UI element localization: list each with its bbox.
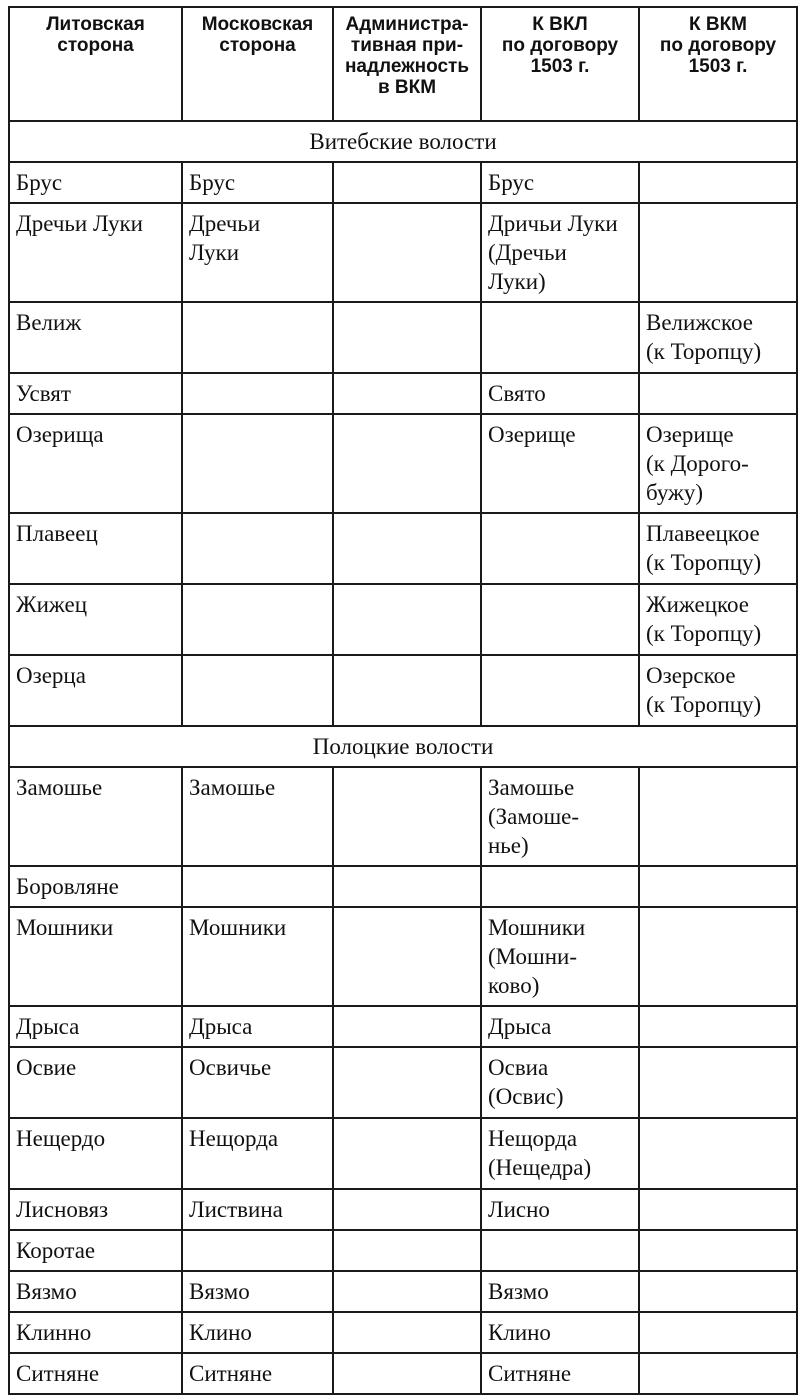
section-title: Полоцкие волости: [9, 726, 797, 767]
cell-moscow-side: [182, 866, 333, 907]
cell-moscow-side: [182, 1230, 333, 1271]
cell-lithuanian-side: Дрыса: [9, 1006, 182, 1047]
cell-moscow-side: Освичье: [182, 1047, 333, 1118]
table-row: [9, 1230, 797, 1271]
cell-to-vkl: [481, 866, 639, 907]
cell-moscow-side: Мошники: [182, 907, 333, 1006]
cell-to-vkm: [639, 1189, 797, 1230]
cell-administrative: [333, 866, 481, 907]
cell-moscow-side: [182, 584, 333, 655]
cell-moscow-side: Брус: [182, 162, 333, 203]
cell-administrative: [333, 1312, 481, 1353]
table-row: [9, 373, 797, 414]
cell-to-vkl: Нещорда (Нещедра): [481, 1118, 639, 1189]
cell-to-vkl: Ситняне: [481, 1353, 639, 1394]
cell-lithuanian-side: Лисновяз: [9, 1189, 182, 1230]
cell-to-vkm: [639, 1230, 797, 1271]
cell-to-vkm: [639, 373, 797, 414]
cell-to-vkm: [639, 1006, 797, 1047]
cell-administrative: [333, 1353, 481, 1394]
cell-to-vkl: [481, 584, 639, 655]
table-row: [9, 655, 797, 726]
cell-lithuanian-side: Мошники: [9, 907, 182, 1006]
cell-to-vkm: Озерище (к Дорого- бужу): [639, 414, 797, 513]
cell-to-vkm: [639, 203, 797, 302]
cell-administrative: [333, 584, 481, 655]
cell-administrative: [333, 203, 481, 302]
cell-administrative: [333, 1189, 481, 1230]
cell-to-vkm: [639, 1118, 797, 1189]
cell-to-vkl: Мошники (Мошни- ково): [481, 907, 639, 1006]
cell-to-vkm: Велижское (к Торопцу): [639, 302, 797, 373]
cell-lithuanian-side: Дречьи Луки: [9, 203, 182, 302]
cell-lithuanian-side: Велиж: [9, 302, 182, 373]
cell-administrative: [333, 302, 481, 373]
cell-to-vkl: Дрыса: [481, 1006, 639, 1047]
cell-to-vkl: [481, 1230, 639, 1271]
header-administrative-belonging: Администра- тивная при- надлежность в ВКМ: [333, 7, 481, 121]
cell-moscow-side: Замошье: [182, 767, 333, 866]
volost-table: [8, 6, 798, 1395]
cell-to-vkm: [639, 907, 797, 1006]
cell-lithuanian-side: Клинно: [9, 1312, 182, 1353]
cell-lithuanian-side: Ситняне: [9, 1353, 182, 1394]
table-body: [9, 121, 797, 1394]
header-lithuanian-side: Литовская сторона: [9, 7, 182, 121]
cell-lithuanian-side: Замошье: [9, 767, 182, 866]
cell-administrative: [333, 907, 481, 1006]
cell-to-vkl: [481, 655, 639, 726]
cell-to-vkl: Клино: [481, 1312, 639, 1353]
cell-lithuanian-side: Боровляне: [9, 866, 182, 907]
cell-to-vkl: Лисно: [481, 1189, 639, 1230]
table-row: [9, 907, 797, 1006]
cell-administrative: [333, 655, 481, 726]
cell-lithuanian-side: Усвят: [9, 373, 182, 414]
cell-to-vkl: Свято: [481, 373, 639, 414]
cell-moscow-side: Дречьи Луки: [182, 203, 333, 302]
table-row: [9, 767, 797, 866]
cell-to-vkl: Вязмо: [481, 1271, 639, 1312]
cell-to-vkm: [639, 1047, 797, 1118]
cell-to-vkl: [481, 513, 639, 584]
header-to-vkl-1503: К ВКЛ по договору 1503 г.: [481, 7, 639, 121]
cell-moscow-side: [182, 302, 333, 373]
cell-moscow-side: Нещорда: [182, 1118, 333, 1189]
section-row: [9, 121, 797, 162]
cell-administrative: [333, 162, 481, 203]
cell-to-vkm: [639, 162, 797, 203]
cell-administrative: [333, 513, 481, 584]
cell-to-vkl: Дричьи Луки (Дречьи Луки): [481, 203, 639, 302]
cell-lithuanian-side: Жижец: [9, 584, 182, 655]
cell-administrative: [333, 1118, 481, 1189]
cell-moscow-side: Дрыса: [182, 1006, 333, 1047]
table-header: [9, 7, 797, 121]
cell-lithuanian-side: Озерища: [9, 414, 182, 513]
cell-lithuanian-side: Нещердо: [9, 1118, 182, 1189]
table-row: [9, 203, 797, 302]
cell-moscow-side: Листвина: [182, 1189, 333, 1230]
cell-lithuanian-side: Вязмо: [9, 1271, 182, 1312]
section-title: Витебские волости: [9, 121, 797, 162]
table-row: [9, 584, 797, 655]
cell-to-vkl: Озерище: [481, 414, 639, 513]
table-row: [9, 302, 797, 373]
cell-lithuanian-side: Плавеец: [9, 513, 182, 584]
table-row: [9, 162, 797, 203]
cell-to-vkm: Плавеецкое (к Торопцу): [639, 513, 797, 584]
cell-moscow-side: Ситняне: [182, 1353, 333, 1394]
cell-administrative: [333, 414, 481, 513]
cell-administrative: [333, 1230, 481, 1271]
cell-lithuanian-side: Брус: [9, 162, 182, 203]
cell-to-vkl: Освиа (Освис): [481, 1047, 639, 1118]
cell-to-vkm: Жижецкое (к Торопцу): [639, 584, 797, 655]
cell-to-vkm: Озерское (к Торопцу): [639, 655, 797, 726]
table-row: [9, 1006, 797, 1047]
cell-administrative: [333, 1006, 481, 1047]
cell-moscow-side: [182, 513, 333, 584]
cell-administrative: [333, 1271, 481, 1312]
cell-to-vkl: Замошье (Замоше- нье): [481, 767, 639, 866]
cell-lithuanian-side: Озерца: [9, 655, 182, 726]
cell-lithuanian-side: Освие: [9, 1047, 182, 1118]
table-row: [9, 1047, 797, 1118]
cell-lithuanian-side: Коротае: [9, 1230, 182, 1271]
cell-to-vkm: [639, 1271, 797, 1312]
cell-to-vkm: [639, 1353, 797, 1394]
table-row: [9, 1118, 797, 1189]
cell-moscow-side: [182, 655, 333, 726]
table-row: [9, 513, 797, 584]
cell-moscow-side: [182, 414, 333, 513]
cell-administrative: [333, 767, 481, 866]
cell-moscow-side: Вязмо: [182, 1271, 333, 1312]
cell-to-vkm: [639, 866, 797, 907]
cell-administrative: [333, 373, 481, 414]
cell-administrative: [333, 1047, 481, 1118]
header-to-vkm-1503: К ВКМ по договору 1503 г.: [639, 7, 797, 121]
cell-to-vkl: Брус: [481, 162, 639, 203]
table-row: [9, 1312, 797, 1353]
cell-moscow-side: [182, 373, 333, 414]
cell-to-vkm: [639, 767, 797, 866]
table-row: [9, 1189, 797, 1230]
cell-to-vkl: [481, 302, 639, 373]
cell-to-vkm: [639, 1312, 797, 1353]
table-row: [9, 1271, 797, 1312]
cell-moscow-side: Клино: [182, 1312, 333, 1353]
section-row: [9, 726, 797, 767]
table-row: [9, 866, 797, 907]
table-row: [9, 414, 797, 513]
table-row: [9, 1353, 797, 1394]
header-moscow-side: Московская сторона: [182, 7, 333, 121]
